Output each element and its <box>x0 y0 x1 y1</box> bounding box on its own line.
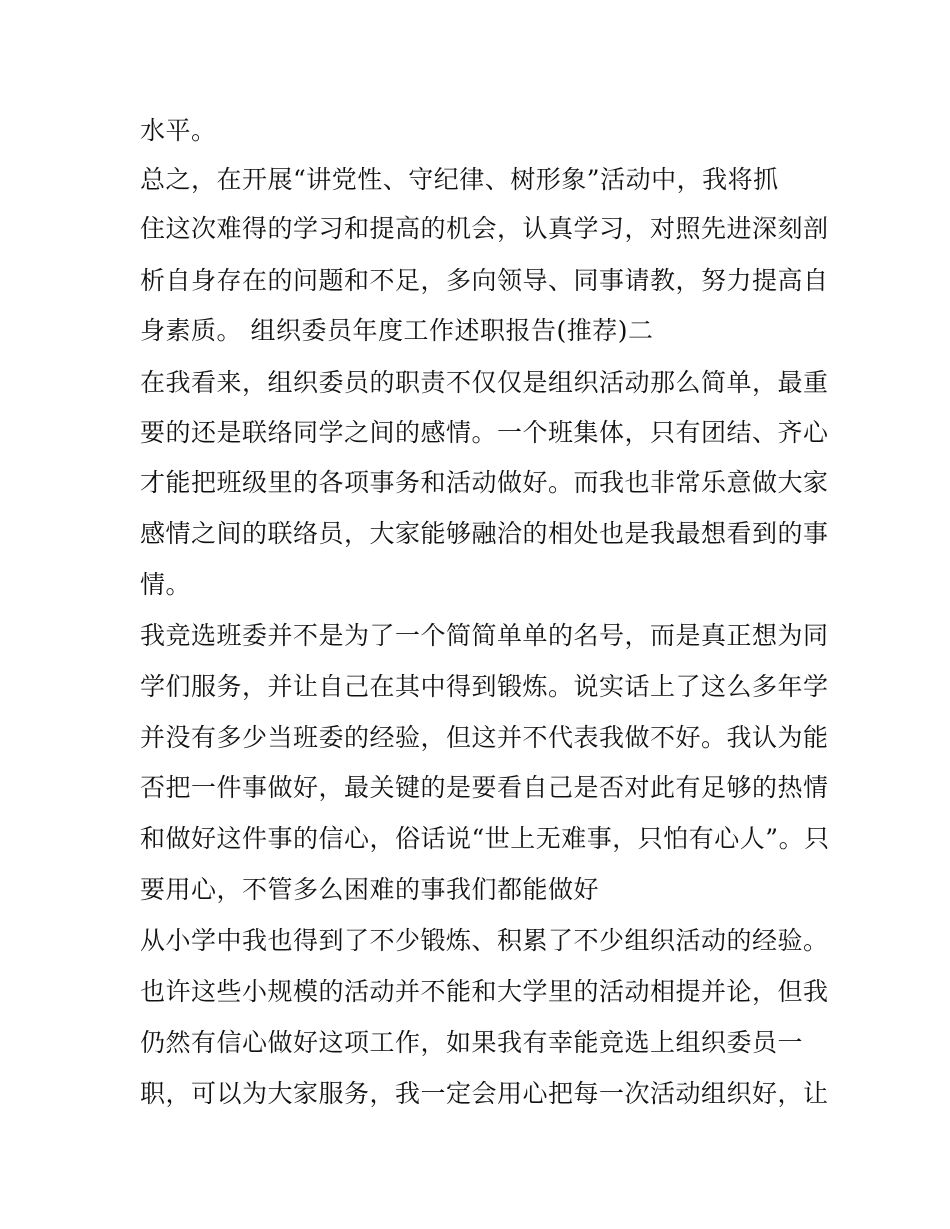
text-line: 析自身存在的问题和不足，多向领导、同事请教，努力提高自 <box>140 266 829 295</box>
text-line: 也许这些小规模的活动并不能和大学里的活动相提并论，但我 <box>140 977 829 1006</box>
text-line: 从小学中我也得到了不少锻炼、积累了不少组织活动的经验。 <box>140 926 829 955</box>
text-line: 和做好这件事的信心，俗话说“世上无难事，只怕有心人”。只 <box>140 824 830 853</box>
text-line: 感情之间的联络员，大家能够融洽的相处也是我最想看到的事 <box>140 519 829 548</box>
text-line: 总之，在开展“讲党性、守纪律、树形象”活动中，我将抓 <box>140 165 779 194</box>
text-line: 否把一件事做好，最关键的是要看自己是否对此有足够的热情 <box>140 773 829 802</box>
text-line: 身素质。 组织委员年度工作述职报告(推荐)二 <box>140 316 654 345</box>
text-line: 住这次难得的学习和提高的机会，认真学习，对照先进深刻剖 <box>140 214 829 243</box>
text-line: 学们服务，并让自己在其中得到锻炼。说实话上了这么多年学 <box>140 672 829 701</box>
text-line: 并没有多少当班委的经验，但这并不代表我做不好。我认为能 <box>140 723 829 752</box>
text-line: 我竞选班委并不是为了一个简简单单的名号，而是真正想为同 <box>140 621 829 650</box>
text-line: 在我看来，组织委员的职责不仅仅是组织活动那么简单，最重 <box>140 368 829 397</box>
text-line: 情。 <box>140 570 192 599</box>
text-line: 仍然有信心做好这项工作，如果我有幸能竞选上组织委员一 <box>140 1028 804 1057</box>
text-line: 水平。 <box>140 116 217 145</box>
text-line: 职，可以为大家服务，我一定会用心把每一次活动组织好，让 <box>140 1079 829 1108</box>
text-line: 要的还是联络同学之间的感情。一个班集体，只有团结、齐心 <box>140 418 829 447</box>
text-line: 才能把班级里的各项事务和活动做好。而我也非常乐意做大家 <box>140 468 829 497</box>
text-line: 要用心，不管多么困难的事我们都能做好 <box>140 875 600 904</box>
